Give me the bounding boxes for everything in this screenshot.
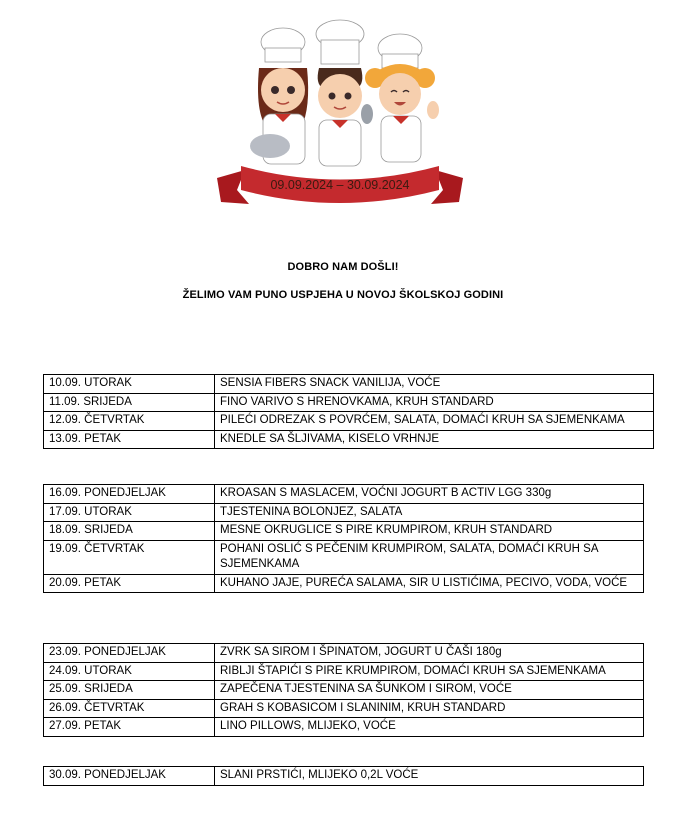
table-row [44, 485, 644, 504]
date-range: 09.09.2024 – 30.09.2024 [270, 178, 410, 192]
table-row [44, 503, 644, 522]
dish-cell: LINO PILLOWS, MLIJEKO, VOĆE [215, 718, 644, 737]
dish-cell: TJESTENINA BOLONJEZ, SALATA [215, 503, 644, 522]
dish-cell: SENSIA FIBERS SNACK VANILIJA, VOĆE [215, 375, 654, 394]
welcome-heading: DOBRO NAM DOŠLI! [287, 261, 399, 273]
date-ribbon [217, 166, 463, 204]
dish-cell: ZAPEČENA TJESTENINA SA ŠUNKOM I SIROM, VOĆE [215, 681, 644, 700]
day-cell: 10.09. UTORAK [44, 375, 215, 394]
chef-kids-illustration [215, 18, 465, 228]
menu-week-2 [43, 484, 644, 593]
table-row [44, 662, 644, 681]
chef-girl-right [365, 34, 439, 162]
table-row [44, 644, 644, 663]
table-row [44, 699, 644, 718]
dish-cell: RIBLJI ŠTAPIĆI S PIRE KRUMPIROM, DOMAĆI KRUH SA SJEMENKAMA [215, 662, 644, 681]
menu-week-3 [43, 643, 644, 737]
table-row [44, 393, 654, 412]
wishes-heading: ŽELIMO VAM PUNO USPJEHA U NOVOJ ŠKOLSKOJ GODINI [182, 289, 504, 301]
dish-cell: SLANI PRSTIĆI, MLIJEKO 0,2L VOĆE [215, 767, 644, 786]
day-cell: 23.09. PONEDJELJAK [44, 644, 215, 663]
dish-cell: ZVRK SA SIROM I ŠPINATOM, JOGURT U ČAŠI 180g [215, 644, 644, 663]
day-cell: 17.09. UTORAK [44, 503, 215, 522]
chef-boy-middle [316, 20, 373, 166]
table-row [44, 430, 654, 449]
dish-cell: PILEĆI ODREZAK S POVRĆEM, SALATA, DOMAĆI KRUH SA SJEMENKAMA [215, 412, 654, 431]
day-cell: 26.09. ČETVRTAK [44, 699, 215, 718]
dish-cell: KUHANO JAJE, PUREĆA SALAMA, SIR U LISTIĆIMA, PECIVO, VODA, VOĆE [215, 574, 644, 593]
table-row [44, 681, 644, 700]
dish-cell: KNEDLE SA ŠLJIVAMA, KISELO VRHNJE [215, 430, 654, 449]
day-cell: 18.09. SRIJEDA [44, 522, 215, 541]
table-row [44, 767, 644, 786]
dish-cell: GRAH S KOBASICOM I SLANINIM, KRUH STANDARD [215, 699, 644, 718]
day-cell: 20.09. PETAK [44, 574, 215, 593]
table-row [44, 574, 644, 593]
dish-cell: MESNE OKRUGLICE S PIRE KRUMPIROM, KRUH STANDARD [215, 522, 644, 541]
dish-cell: KROASAN S MASLACEM, VOĆNI JOGURT B ACTIV LGG 330g [215, 485, 644, 504]
dish-cell: POHANI OSLIĆ S PEČENIM KRUMPIROM, SALATA, DOMAĆI KRUH SA SJEMENKAMA [215, 540, 644, 574]
dish-cell: FINO VARIVO S HRENOVKAMA, KRUH STANDARD [215, 393, 654, 412]
day-cell: 13.09. PETAK [44, 430, 215, 449]
day-cell: 24.09. UTORAK [44, 662, 215, 681]
day-cell: 30.09. PONEDJELJAK [44, 767, 215, 786]
table-row [44, 412, 654, 431]
day-cell: 12.09. ČETVRTAK [44, 412, 215, 431]
table-row [44, 375, 654, 394]
menu-week-4 [43, 766, 644, 786]
chef-girl-left [250, 28, 308, 164]
day-cell: 27.09. PETAK [44, 718, 215, 737]
day-cell: 16.09. PONEDJELJAK [44, 485, 215, 504]
day-cell: 19.09. ČETVRTAK [44, 540, 215, 574]
day-cell: 11.09. SRIJEDA [44, 393, 215, 412]
day-cell: 25.09. SRIJEDA [44, 681, 215, 700]
table-row [44, 522, 644, 541]
table-row [44, 540, 644, 574]
menu-week-1 [43, 374, 654, 449]
table-row [44, 718, 644, 737]
